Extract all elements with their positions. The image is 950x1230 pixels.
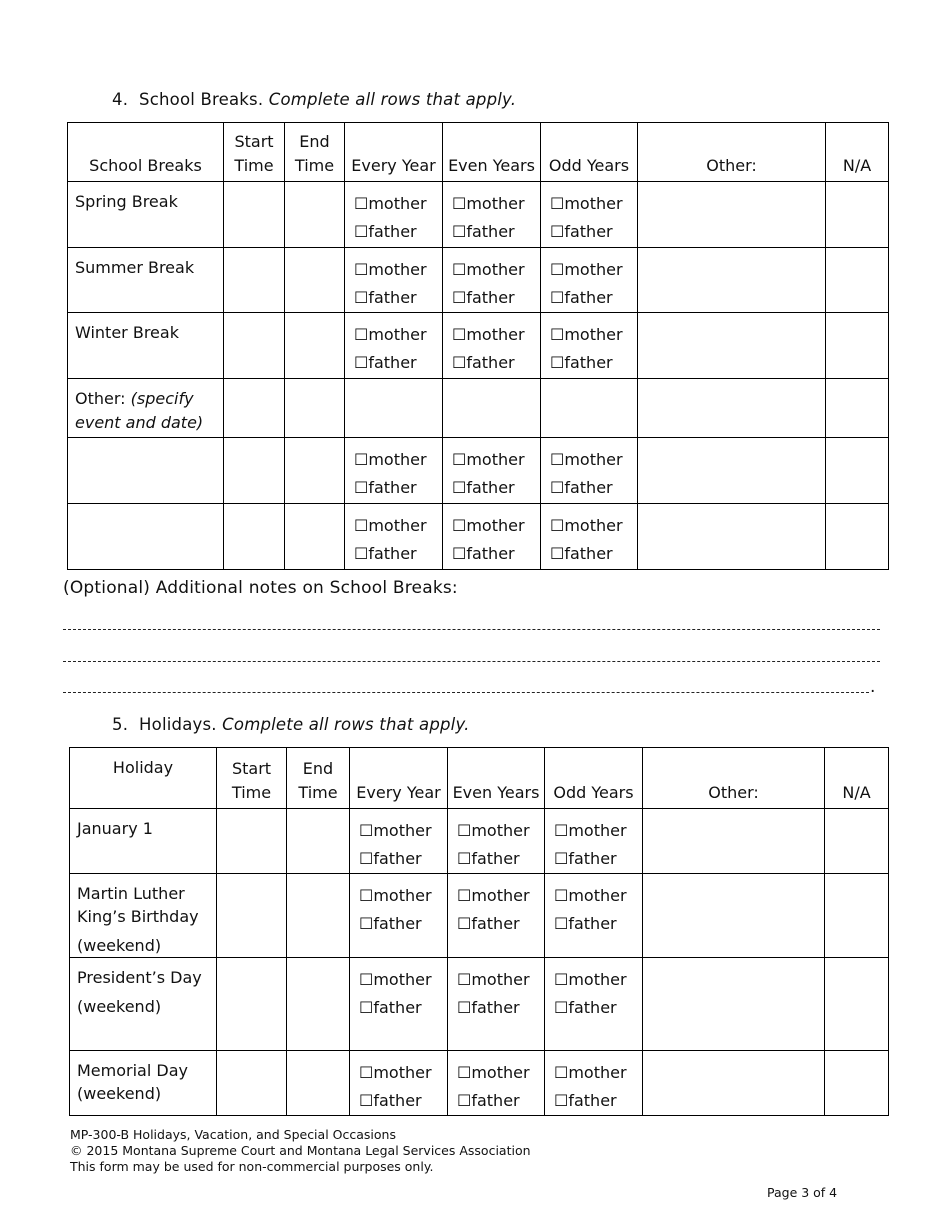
end-time-cell[interactable]: [285, 379, 345, 438]
school-breaks-notes-label: (Optional) Additional notes on School Breaks:: [63, 578, 458, 598]
holiday-label-cell[interactable]: [70, 1051, 217, 1116]
page-number: Page 3 of 4: [767, 1185, 838, 1200]
holidays-header-row: [70, 748, 889, 809]
na-cell[interactable]: [826, 248, 889, 313]
school-break-row: [68, 248, 889, 313]
mother-checkbox[interactable]: ☐mother: [452, 516, 525, 535]
footer-copyright: © 2015 Montana Supreme Court and Montana Legal Services Association: [70, 1143, 531, 1158]
holiday-label: January 1: [77, 819, 153, 838]
holiday-row: [70, 958, 889, 1051]
footer-form-name: MP-300-B Holidays, Vacation, and Special Occasions: [70, 1127, 396, 1142]
every-year-cell[interactable]: [345, 379, 443, 438]
holiday-row: [70, 1051, 889, 1116]
other-cell[interactable]: [643, 809, 825, 874]
start-time-cell[interactable]: [224, 182, 285, 248]
mother-checkbox[interactable]: ☐mother: [554, 886, 627, 905]
holiday-label-cell[interactable]: [70, 958, 217, 1051]
even-years-cell: [448, 874, 545, 958]
header-other: Other:: [638, 123, 826, 182]
mother-checkbox[interactable]: ☐mother: [457, 1063, 530, 1082]
end-time-cell[interactable]: [287, 1051, 350, 1116]
header-even-years: Even Years: [443, 123, 541, 182]
notes-line-2[interactable]: [63, 661, 880, 662]
header-odd-years: Odd Years: [541, 123, 638, 182]
father-checkbox[interactable]: ☐father: [452, 544, 515, 563]
father-checkbox[interactable]: ☐father: [354, 544, 417, 563]
father-checkbox[interactable]: ☐father: [359, 998, 422, 1017]
mother-checkbox[interactable]: ☐mother: [452, 450, 525, 469]
school-break-row: [68, 504, 889, 570]
header-school-breaks: School Breaks: [68, 123, 224, 182]
na-cell[interactable]: [826, 182, 889, 248]
other-cell[interactable]: [638, 182, 826, 248]
mother-checkbox[interactable]: ☐mother: [550, 194, 623, 213]
row-label-cell[interactable]: [68, 248, 224, 313]
end-time-cell[interactable]: [285, 438, 345, 504]
father-checkbox[interactable]: ☐father: [457, 914, 520, 933]
holiday-row: [70, 874, 889, 958]
mother-checkbox[interactable]: ☐mother: [550, 516, 623, 535]
father-checkbox[interactable]: ☐father: [550, 288, 613, 307]
other-cell[interactable]: [638, 313, 826, 379]
even-years-cell: [448, 1051, 545, 1116]
father-checkbox[interactable]: ☐father: [354, 222, 417, 241]
mother-checkbox[interactable]: ☐mother: [359, 886, 432, 905]
father-checkbox[interactable]: ☐father: [354, 478, 417, 497]
every-year-cell: [350, 958, 448, 1051]
end-time-cell[interactable]: [287, 809, 350, 874]
father-checkbox[interactable]: ☐father: [452, 288, 515, 307]
even-years-cell: [448, 958, 545, 1051]
father-checkbox[interactable]: ☐father: [359, 849, 422, 868]
row-label-cell[interactable]: [68, 313, 224, 379]
mother-checkbox[interactable]: ☐mother: [359, 821, 432, 840]
other-cell[interactable]: [638, 504, 826, 570]
header-every-year: Every Year: [350, 748, 448, 809]
odd-years-cell: [541, 248, 638, 313]
every-year-cell: [345, 182, 443, 248]
mother-checkbox[interactable]: ☐mother: [354, 194, 427, 213]
father-checkbox[interactable]: ☐father: [550, 222, 613, 241]
mother-checkbox[interactable]: ☐mother: [359, 970, 432, 989]
header-every-year: Every Year: [345, 123, 443, 182]
row-label-cell[interactable]: [68, 379, 224, 438]
row-label: Winter Break: [75, 323, 179, 342]
father-checkbox[interactable]: ☐father: [452, 222, 515, 241]
header-start-time: Start Time: [217, 748, 287, 809]
holiday-label-note: (weekend): [77, 936, 162, 955]
start-time-cell[interactable]: [224, 379, 285, 438]
section-4-heading: School Breaks.: [139, 90, 264, 109]
other-cell[interactable]: [638, 248, 826, 313]
row-label: Summer Break: [75, 258, 195, 277]
other-cell[interactable]: [643, 1051, 825, 1116]
mother-checkbox[interactable]: ☐mother: [354, 325, 427, 344]
start-time-cell[interactable]: [224, 438, 285, 504]
start-time-cell[interactable]: [224, 504, 285, 570]
start-time-cell[interactable]: [224, 248, 285, 313]
row-label-note: (specify event and date): [75, 389, 204, 432]
na-cell[interactable]: [826, 313, 889, 379]
odd-years-cell: [541, 182, 638, 248]
holiday-label: Memorial Day (weekend): [77, 1061, 188, 1103]
odd-years-cell: [545, 1051, 643, 1116]
end-time-cell[interactable]: [285, 504, 345, 570]
father-checkbox[interactable]: ☐father: [554, 849, 617, 868]
odd-years-cell: [545, 958, 643, 1051]
every-year-cell: [345, 504, 443, 570]
even-years-cell: [443, 504, 541, 570]
row-label-cell[interactable]: [68, 438, 224, 504]
even-years-cell[interactable]: [443, 379, 541, 438]
row-label-cell[interactable]: [68, 504, 224, 570]
father-checkbox[interactable]: ☐father: [359, 914, 422, 933]
every-year-cell: [350, 874, 448, 958]
holiday-label-cell[interactable]: [70, 809, 217, 874]
start-time-cell[interactable]: [217, 1051, 287, 1116]
mother-checkbox[interactable]: ☐mother: [550, 325, 623, 344]
section-4-number: 4.: [112, 90, 129, 109]
section-5-number: 5.: [112, 715, 129, 734]
header-even-years: Even Years: [448, 748, 545, 809]
even-years-cell: [443, 248, 541, 313]
notes-line-3[interactable]: [63, 692, 869, 693]
end-time-cell[interactable]: [285, 313, 345, 379]
other-cell[interactable]: [638, 438, 826, 504]
father-checkbox[interactable]: ☐father: [554, 1091, 617, 1110]
every-year-cell: [345, 313, 443, 379]
father-checkbox[interactable]: ☐father: [457, 1091, 520, 1110]
holidays-table: [69, 747, 889, 1116]
school-break-row: [68, 182, 889, 248]
school-breaks-header-row: [68, 123, 889, 182]
header-start-time: Start Time: [224, 123, 285, 182]
father-checkbox[interactable]: ☐father: [554, 998, 617, 1017]
other-cell[interactable]: [638, 379, 826, 438]
na-cell[interactable]: [826, 504, 889, 570]
father-checkbox[interactable]: ☐father: [354, 353, 417, 372]
section-4-instruction: Complete all rows that apply.: [268, 90, 517, 109]
every-year-cell: [350, 809, 448, 874]
mother-checkbox[interactable]: ☐mother: [354, 260, 427, 279]
odd-years-cell: [541, 504, 638, 570]
section-5-instruction: Complete all rows that apply.: [222, 715, 470, 734]
even-years-cell: [448, 809, 545, 874]
mother-checkbox[interactable]: ☐mother: [457, 821, 530, 840]
father-checkbox[interactable]: ☐father: [550, 544, 613, 563]
mother-checkbox[interactable]: ☐mother: [554, 970, 627, 989]
school-breaks-table: [67, 122, 889, 570]
na-cell[interactable]: [825, 1051, 889, 1116]
end-time-cell[interactable]: [285, 248, 345, 313]
father-checkbox[interactable]: ☐father: [354, 288, 417, 307]
start-time-cell[interactable]: [224, 313, 285, 379]
even-years-cell: [443, 182, 541, 248]
even-years-cell: [443, 438, 541, 504]
school-break-row: [68, 379, 889, 438]
na-cell[interactable]: [825, 874, 889, 958]
mother-checkbox[interactable]: ☐mother: [452, 260, 525, 279]
na-cell[interactable]: [826, 438, 889, 504]
odd-years-cell: [545, 809, 643, 874]
father-checkbox[interactable]: ☐father: [554, 914, 617, 933]
odd-years-cell: [545, 874, 643, 958]
school-break-row: [68, 313, 889, 379]
mother-checkbox[interactable]: ☐mother: [354, 516, 427, 535]
father-checkbox[interactable]: ☐father: [457, 998, 520, 1017]
end-time-cell[interactable]: [285, 182, 345, 248]
mother-checkbox[interactable]: ☐mother: [550, 260, 623, 279]
footer: [70, 1127, 531, 1175]
section-5-title: [112, 715, 470, 734]
mother-checkbox[interactable]: ☐mother: [554, 821, 627, 840]
even-years-cell: [443, 313, 541, 379]
mother-checkbox[interactable]: ☐mother: [457, 970, 530, 989]
father-checkbox[interactable]: ☐father: [550, 478, 613, 497]
na-cell[interactable]: [825, 809, 889, 874]
section-5-heading: Holidays.: [139, 715, 217, 734]
end-time-cell[interactable]: [287, 958, 350, 1051]
header-end-time: End Time: [285, 123, 345, 182]
mother-checkbox[interactable]: ☐mother: [354, 450, 427, 469]
holiday-label: Martin Luther King’s Birthday: [77, 884, 199, 926]
holiday-label-cell[interactable]: [70, 874, 217, 958]
end-time-cell[interactable]: [287, 874, 350, 958]
mother-checkbox[interactable]: ☐mother: [457, 886, 530, 905]
row-label-cell[interactable]: [68, 182, 224, 248]
row-label: Spring Break: [75, 192, 178, 211]
notes-end-period: .: [870, 677, 876, 697]
odd-years-cell: [541, 438, 638, 504]
header-holiday: Holiday: [70, 748, 217, 809]
mother-checkbox[interactable]: ☐mother: [452, 194, 525, 213]
start-time-cell[interactable]: [217, 874, 287, 958]
father-checkbox[interactable]: ☐father: [550, 353, 613, 372]
row-label: Other:: [75, 389, 126, 408]
header-end-time: End Time: [287, 748, 350, 809]
every-year-cell: [345, 248, 443, 313]
header-na: N/A: [826, 123, 889, 182]
header-other: Other:: [643, 748, 825, 809]
other-cell[interactable]: [643, 874, 825, 958]
mother-checkbox[interactable]: ☐mother: [550, 450, 623, 469]
footer-usage: This form may be used for non-commercial purposes only.: [70, 1159, 434, 1174]
father-checkbox[interactable]: ☐father: [457, 849, 520, 868]
school-break-row: [68, 438, 889, 504]
notes-line-1[interactable]: [63, 629, 880, 630]
father-checkbox[interactable]: ☐father: [452, 353, 515, 372]
start-time-cell[interactable]: [217, 958, 287, 1051]
odd-years-cell[interactable]: [541, 379, 638, 438]
mother-checkbox[interactable]: ☐mother: [554, 1063, 627, 1082]
holiday-row: [70, 809, 889, 874]
start-time-cell[interactable]: [217, 809, 287, 874]
odd-years-cell: [541, 313, 638, 379]
na-cell[interactable]: [825, 958, 889, 1051]
father-checkbox[interactable]: ☐father: [359, 1091, 422, 1110]
holiday-label-note: (weekend): [77, 997, 162, 1016]
header-odd-years: Odd Years: [545, 748, 643, 809]
mother-checkbox[interactable]: ☐mother: [452, 325, 525, 344]
every-year-cell: [350, 1051, 448, 1116]
holiday-label: President’s Day: [77, 968, 202, 987]
every-year-cell: [345, 438, 443, 504]
other-cell[interactable]: [643, 958, 825, 1051]
header-na: N/A: [825, 748, 889, 809]
mother-checkbox[interactable]: ☐mother: [359, 1063, 432, 1082]
father-checkbox[interactable]: ☐father: [452, 478, 515, 497]
na-cell[interactable]: [826, 379, 889, 438]
section-4-title: [112, 90, 516, 109]
